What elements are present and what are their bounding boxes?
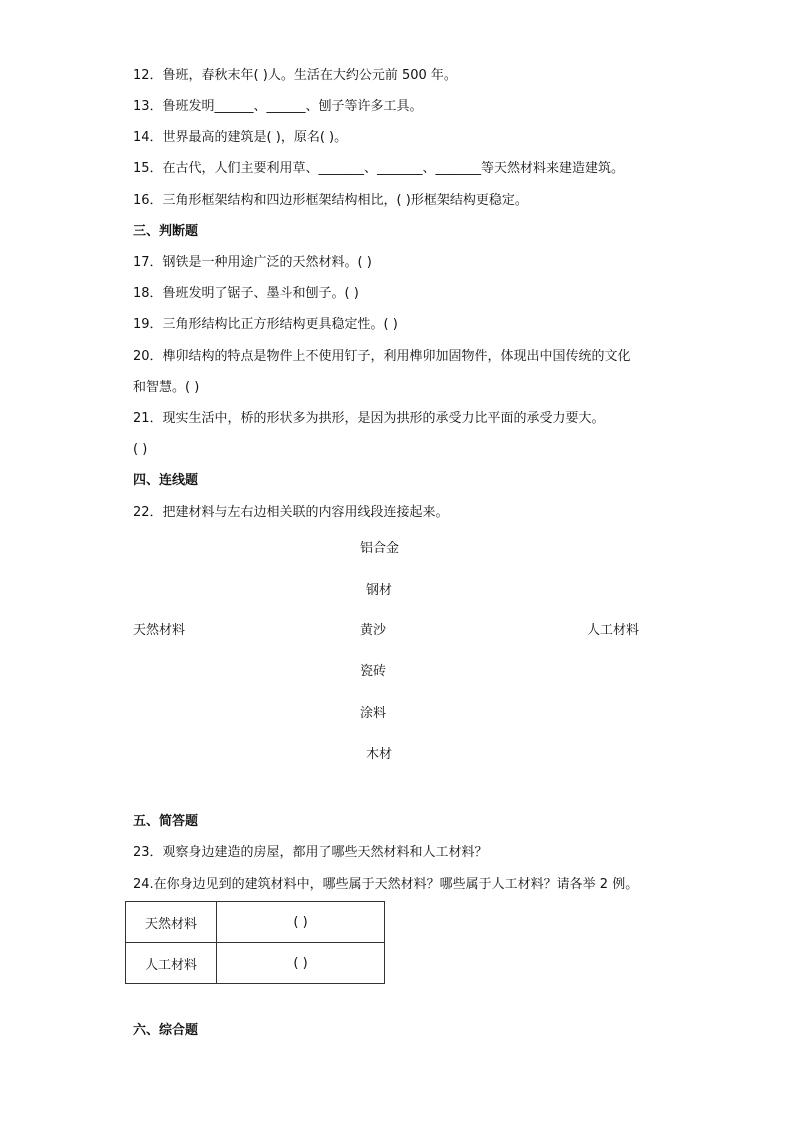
question-16: 16．三角形框架结构和四边形框架结构相比，( )形框架结构更稳定。 — [133, 193, 528, 208]
match-right-label: 人工材料 — [587, 623, 640, 638]
question-17: 17．钢铁是一种用途广泛的天然材料。( ) — [133, 255, 372, 270]
table-row-label: 天然材料 — [126, 902, 217, 943]
question-23: 23．观察身边建造的房屋，都用了哪些天然材料和人工材料？ — [133, 845, 488, 860]
question-19: 19．三角形结构比正方形结构更具稳定性。( ) — [133, 317, 398, 332]
question-21-line-1: 21．现实生活中，桥的形状多为拱形，是因为拱形的承受力比平面的承受力要大。 — [133, 411, 605, 426]
match-middle-item-5: 涂料 — [360, 706, 387, 721]
section-3-heading: 三、判断题 — [133, 224, 199, 239]
table-row — [126, 943, 385, 984]
question-15: 15．在古代，人们主要利用草、_______、_______、_______等天然材料来建造建筑。 — [133, 161, 625, 176]
question-12: 12．鲁班，春秋末年( )人。生活在大约公元前 500 年。 — [133, 68, 457, 83]
question-21-line-2: ( ) — [133, 442, 148, 457]
answer-blank[interactable]: ( ) — [217, 902, 385, 943]
question-20-line-2: 和智慧。( ) — [133, 380, 200, 395]
answer-blank[interactable]: ( ) — [217, 943, 385, 984]
answer-table — [125, 901, 385, 984]
question-14: 14．世界最高的建筑是( )，原名( )。 — [133, 130, 348, 145]
match-middle-item-4: 瓷砖 — [360, 664, 387, 679]
question-24: 24.在你身边见到的建筑材料中，哪些属于天然材料？哪些属于人工材料？请各举 2 例。 — [133, 877, 639, 892]
section-6-heading: 六、综合题 — [133, 1023, 199, 1038]
match-middle-item-3: 黄沙 — [360, 623, 387, 638]
table-row-label: 人工材料 — [126, 943, 217, 984]
match-middle-item-1: 铝合金 — [360, 541, 400, 556]
table-row — [126, 902, 385, 943]
question-22: 22．把建材料与左右边相关联的内容用线段连接起来。 — [133, 505, 449, 520]
section-5-heading: 五、简答题 — [133, 814, 199, 829]
match-middle-item-6: 木材 — [366, 747, 393, 762]
match-left-label: 天然材料 — [133, 623, 186, 638]
question-18: 18．鲁班发明了锯子、墨斗和刨子。( ) — [133, 286, 359, 301]
question-20-line-1: 20．榫卯结构的特点是物件上不使用钉子，利用榫卯加固物件，体现出中国传统的文化 — [133, 349, 631, 364]
match-middle-item-2: 钢材 — [366, 583, 393, 598]
question-13: 13．鲁班发明______、______、刨子等许多工具。 — [133, 99, 423, 114]
section-4-heading: 四、连线题 — [133, 473, 199, 488]
